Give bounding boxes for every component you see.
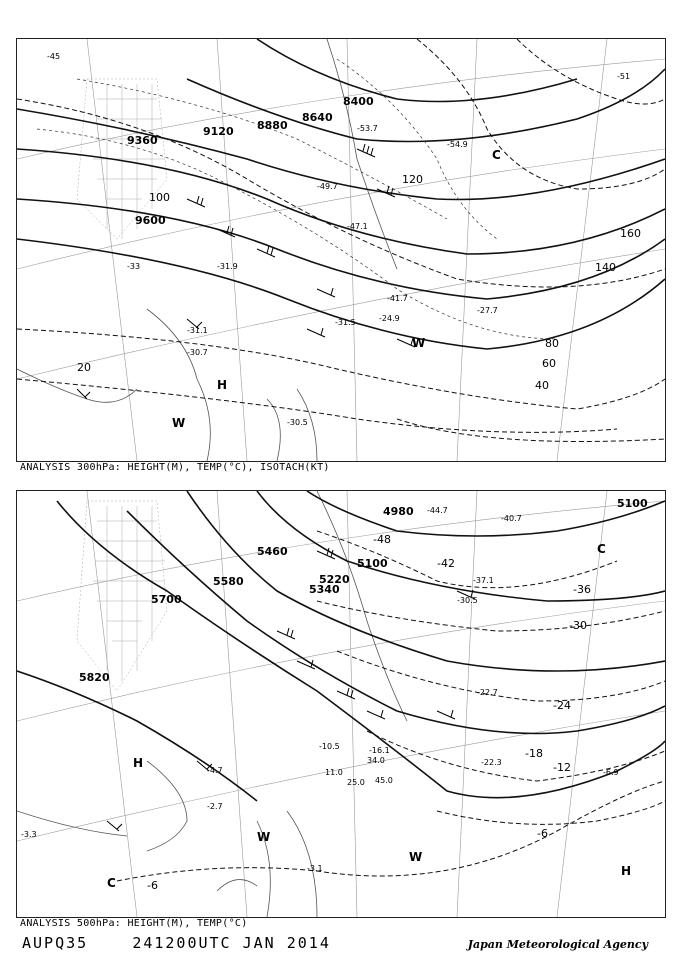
temperature-label: 25.0: [347, 778, 365, 787]
temperature-label: -4.7: [207, 766, 223, 775]
temperature-label: -45: [47, 52, 61, 61]
isotherm-label: -12: [553, 761, 571, 774]
isotach-label: 40: [535, 379, 549, 392]
height-label: 8640: [302, 111, 333, 124]
height-label: 9120: [203, 125, 234, 138]
temperature-label: -33: [127, 262, 141, 271]
temperature-label: -22.7: [477, 688, 498, 697]
isotherm-label: -42: [437, 557, 455, 570]
temperature-label: -53.7: [357, 124, 378, 133]
warm-center: W: [412, 336, 426, 350]
pressure-center-group: [107, 542, 631, 890]
isotherm-label: -18: [525, 747, 543, 760]
warm-center: W: [172, 416, 186, 430]
isotachs: [17, 39, 665, 442]
isotach-label: 20: [77, 361, 91, 374]
caption-500hpa: ANALYSIS 500hPa: HEIGHT(M), TEMP(°C): [20, 918, 248, 929]
wind-barbs: [77, 144, 415, 399]
height-label: 4980: [383, 505, 414, 518]
chart-id: AUPQ35: [22, 934, 89, 952]
wind-barbs: [107, 548, 475, 831]
temperature-label: -31.5: [335, 318, 356, 327]
isotherm-label: -36: [573, 583, 591, 596]
warm-center: W: [409, 850, 423, 864]
map-500hpa-canvas: [17, 491, 665, 917]
height-label: 9600: [135, 214, 166, 227]
temperature-label: 34.0: [367, 756, 385, 765]
temperature-label: 45.0: [375, 776, 393, 785]
temperature-label: -49.7: [317, 182, 338, 191]
temperature-label: -44.7: [427, 506, 448, 515]
chart-datetime: 241200UTC JAN 2014: [132, 934, 331, 952]
cold-center: C: [492, 148, 501, 162]
temperature-label: -41.7: [387, 294, 408, 303]
isotach-label: 120: [402, 173, 423, 186]
height-label: 5100: [617, 497, 648, 510]
temperature-label: -27.7: [477, 306, 498, 315]
temperature-label: -30.5: [457, 596, 478, 605]
temperature-label: -6.9: [603, 768, 619, 777]
temperature-label: -22.3: [481, 758, 502, 767]
temperature-label: -3.3: [21, 830, 37, 839]
temperature-label: -24.9: [379, 314, 400, 323]
cold-center: C: [107, 876, 116, 890]
temperature-label-group: [47, 52, 630, 427]
isotherm-label: -6: [147, 879, 158, 892]
height-label: 5700: [151, 593, 182, 606]
isotach-label: 160: [620, 227, 641, 240]
height-label-group: [79, 497, 648, 684]
height-label: 5220: [319, 573, 350, 586]
high-center: H: [133, 756, 144, 770]
isotach-label: 80: [545, 337, 559, 350]
height-label: 8400: [343, 95, 374, 108]
isotherm-label: -24: [553, 699, 571, 712]
map-300hpa-canvas: [17, 39, 665, 461]
temperature-label: -10.5: [319, 742, 340, 751]
height-label: 5100: [357, 557, 388, 570]
temperature-label: -2.7: [207, 802, 223, 811]
temperature-label: -54.9: [447, 140, 468, 149]
warm-center: W: [257, 830, 271, 844]
temperature-label: -37.1: [473, 576, 494, 585]
high-center: H: [621, 864, 632, 878]
isotach-label-group: [77, 173, 641, 392]
high-center: H: [217, 378, 228, 392]
temperature-label: -40.7: [501, 514, 522, 523]
chart-identifier: [22, 934, 331, 952]
caption-300hpa: ANALYSIS 300hPa: HEIGHT(M), TEMP(°C), ISOTACH(KT): [20, 462, 330, 473]
temperature-label: -51: [617, 72, 631, 81]
height-contours: [17, 491, 665, 801]
temperature-label: 11.0: [325, 768, 343, 777]
height-label-group: [127, 95, 374, 227]
isotherm-label: -48: [373, 533, 391, 546]
cold-center: C: [597, 542, 606, 556]
temperature-label: -16.1: [369, 746, 390, 755]
temperature-label: -47.1: [347, 222, 368, 231]
temperature-label: -30.7: [187, 348, 208, 357]
isotherm-label: -6: [537, 827, 548, 840]
temperature-label: -31.1: [187, 326, 208, 335]
isotach-label: 60: [542, 357, 556, 370]
map-500hpa: [16, 490, 666, 918]
isotach-label: 100: [149, 191, 170, 204]
height-label: 5820: [79, 671, 110, 684]
agency-name: Japan Meteorological Agency: [467, 938, 648, 951]
map-300hpa: [16, 38, 666, 462]
height-label: 5580: [213, 575, 244, 588]
height-label: 8880: [257, 119, 288, 132]
temperature-label: -3.1: [307, 864, 323, 873]
coastline: [17, 39, 397, 461]
temperature-label: -30.5: [287, 418, 308, 427]
isotherm-label: -30: [569, 619, 587, 632]
height-label: 5340: [309, 583, 340, 596]
isotach-label: 140: [595, 261, 616, 274]
temperature-label: -31.9: [217, 262, 238, 271]
height-label: 9360: [127, 134, 158, 147]
height-label: 5460: [257, 545, 288, 558]
